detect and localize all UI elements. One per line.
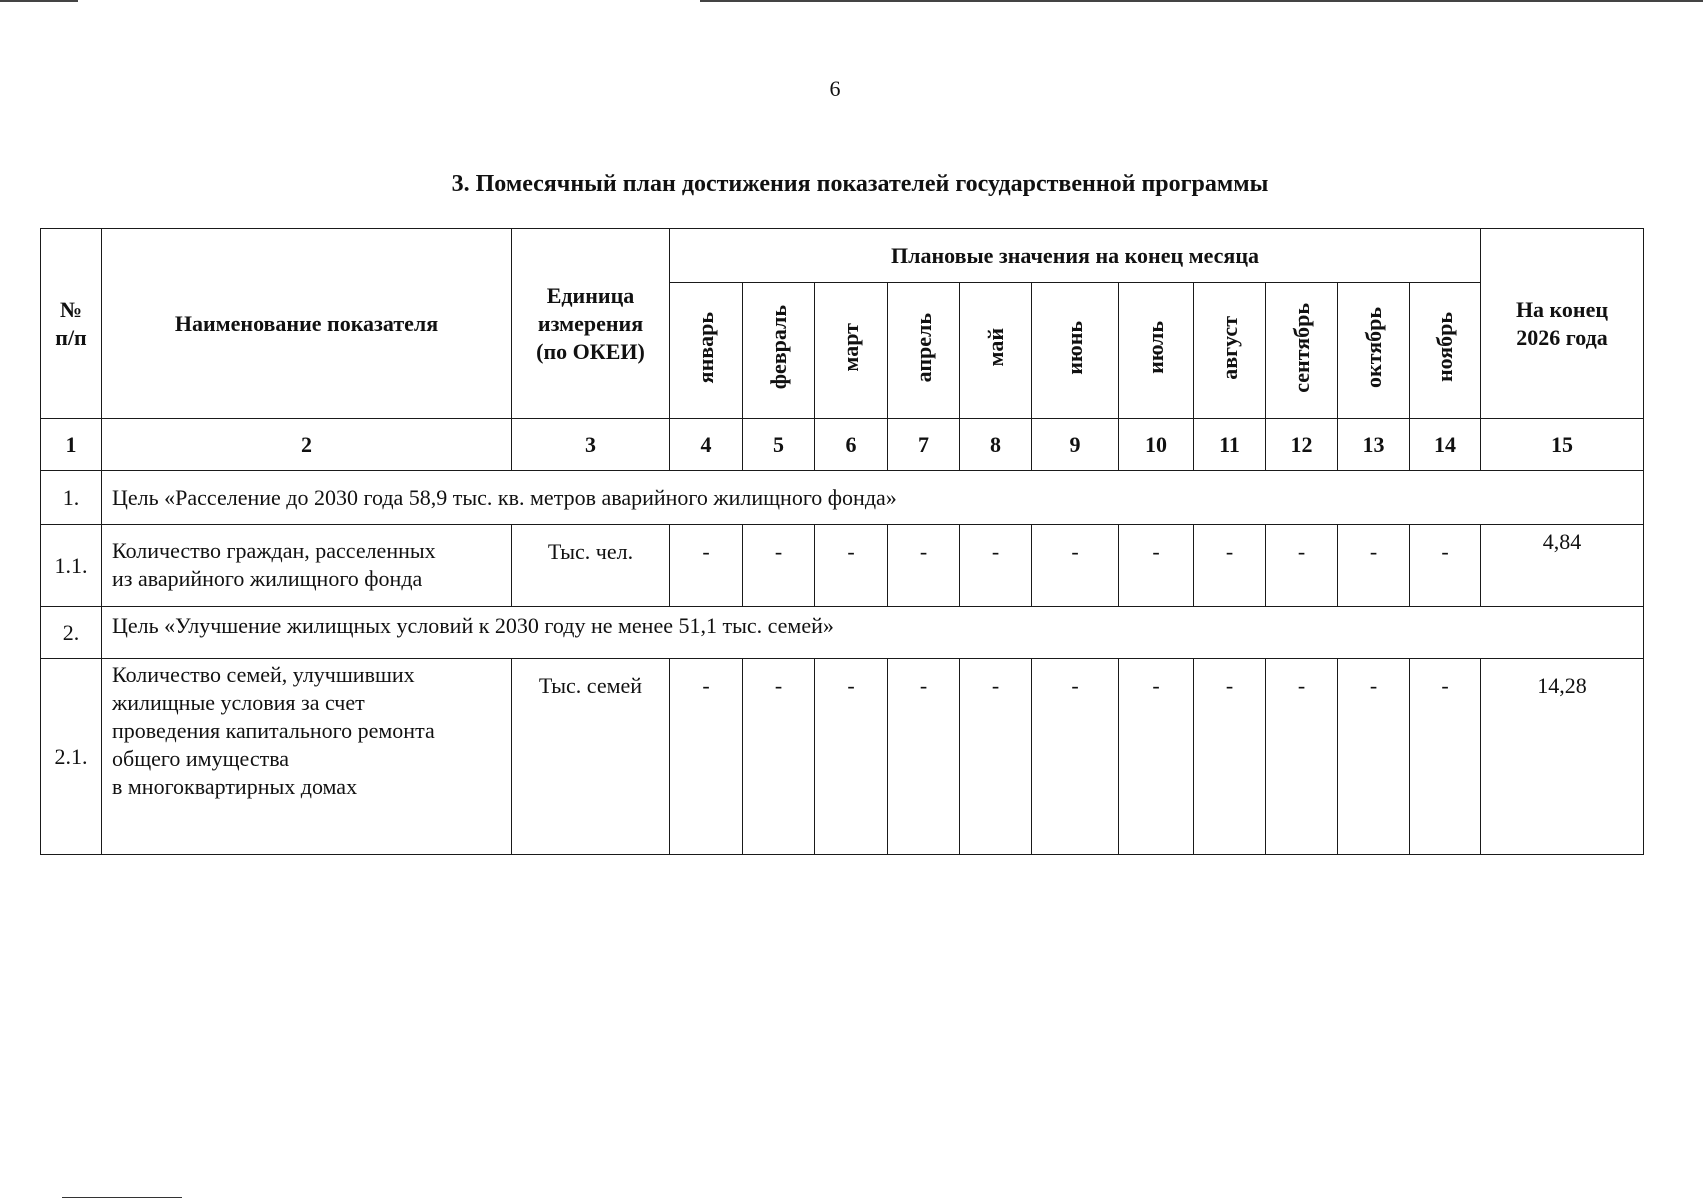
month-value: - [1032,525,1119,607]
indicator-name-line: в многоквартирных домах [112,774,358,799]
top-rule-left [0,0,78,2]
month-value: - [1410,525,1481,607]
month-value: - [1410,659,1481,855]
indicator-name [102,659,512,855]
row-number: 2. [41,607,102,659]
indicator-name-line: проведения капитального ремонта [112,718,435,743]
header-final [1481,229,1644,419]
column-number: 6 [815,419,888,471]
header-num-label: № п/п [55,296,87,350]
header-month-cell [1194,283,1266,419]
header-month-oct: октябрь [1360,307,1386,388]
column-number: 8 [960,419,1032,471]
indicator-row [41,659,1644,855]
bottom-rule [62,1197,182,1198]
month-value: - [1194,659,1266,855]
column-number: 10 [1119,419,1194,471]
month-value: - [1119,525,1194,607]
column-number: 9 [1032,419,1119,471]
header-month-cell [1410,283,1481,419]
header-unit [512,229,670,419]
column-number: 7 [888,419,960,471]
final-value: 14,28 [1481,659,1644,855]
header-month-cell [743,283,815,419]
column-number: 11 [1194,419,1266,471]
header-month-nov: ноябрь [1432,312,1457,383]
page-number: 6 [829,76,841,101]
monthly-plan-table [40,228,1644,855]
header-month-jan: январь [693,311,718,384]
row-number: 1. [41,471,102,525]
month-value: - [670,525,743,607]
indicator-unit: Тыс. семей [512,659,670,855]
column-number: 5 [743,419,815,471]
header-month-jun: июнь [1062,320,1087,375]
indicator-row [41,525,1644,607]
indicator-name-line: общего имущества [112,746,290,771]
month-value: - [815,525,888,607]
column-number: 13 [1338,419,1410,471]
month-value: - [1338,659,1410,855]
final-value: 4,84 [1481,525,1644,607]
month-value: - [670,659,743,855]
header-final-label: На конец 2026 года [1515,296,1609,350]
month-value: - [815,659,888,855]
header-name-label: Наименование показателя [174,310,439,336]
month-value: - [1338,525,1410,607]
column-number: 4 [670,419,743,471]
column-number: 14 [1410,419,1481,471]
column-number-row [41,419,1644,471]
month-value: - [743,525,815,607]
header-month-mar: март [838,323,863,372]
header-month-sep: сентябрь [1288,302,1314,393]
indicator-name-line: жилищные условия за счет [112,690,365,715]
indicator-name-line: Количество граждан, расселенных [112,538,436,563]
month-value: - [1032,659,1119,855]
month-value: - [960,659,1032,855]
header-plan-group [670,229,1481,283]
header-month-jul: июль [1143,321,1168,374]
column-number: 3 [512,419,670,471]
header-row-top [41,229,1644,283]
column-number: 1 [41,419,102,471]
month-value: - [960,525,1032,607]
goal-row [41,607,1644,659]
indicator-name-line: из аварийного жилищного фонда [112,566,423,591]
header-month-aug: август [1216,315,1242,380]
column-number: 2 [102,419,512,471]
top-rule-right [700,0,1703,2]
page-title: 3. Помесячный план достижения показателей государственной программы [451,171,1269,197]
header-month-cell [1032,283,1119,419]
goal-row [41,471,1644,525]
column-number: 15 [1481,419,1644,471]
header-name [102,229,512,419]
indicator-name [102,525,512,607]
header-month-cell [960,283,1032,419]
month-value: - [1266,659,1338,855]
header-month-cell [1266,283,1338,419]
header-month-cell [670,283,743,419]
header-unit-label: Единица измерения (по ОКЕИ) [536,282,645,364]
indicator-name-line: Количество семей, улучшивших [112,662,415,687]
month-value: - [888,659,960,855]
header-month-cell [1338,283,1410,419]
header-month-feb: февраль [765,305,791,390]
header-month-apr: апрель [910,312,936,383]
header-month-cell [1119,283,1194,419]
month-value: - [743,659,815,855]
header-month-cell [888,283,960,419]
month-value: - [1266,525,1338,607]
row-number: 2.1. [41,659,102,855]
header-month-may: май [982,328,1008,367]
goal-text: Цель «Расселение до 2030 года 58,9 тыс. кв. метров аварийного жилищного фонда» [102,471,1644,525]
month-value: - [1194,525,1266,607]
month-value: - [888,525,960,607]
header-num [41,229,102,419]
indicator-unit: Тыс. чел. [512,525,670,607]
month-value: - [1119,659,1194,855]
row-number: 1.1. [41,525,102,607]
header-month-cell [815,283,888,419]
goal-text: Цель «Улучшение жилищных условий к 2030 году не менее 51,1 тыс. семей» [102,607,1644,659]
column-number: 12 [1266,419,1338,471]
header-plan-group-label: Плановые значения на конец месяца [890,242,1259,268]
